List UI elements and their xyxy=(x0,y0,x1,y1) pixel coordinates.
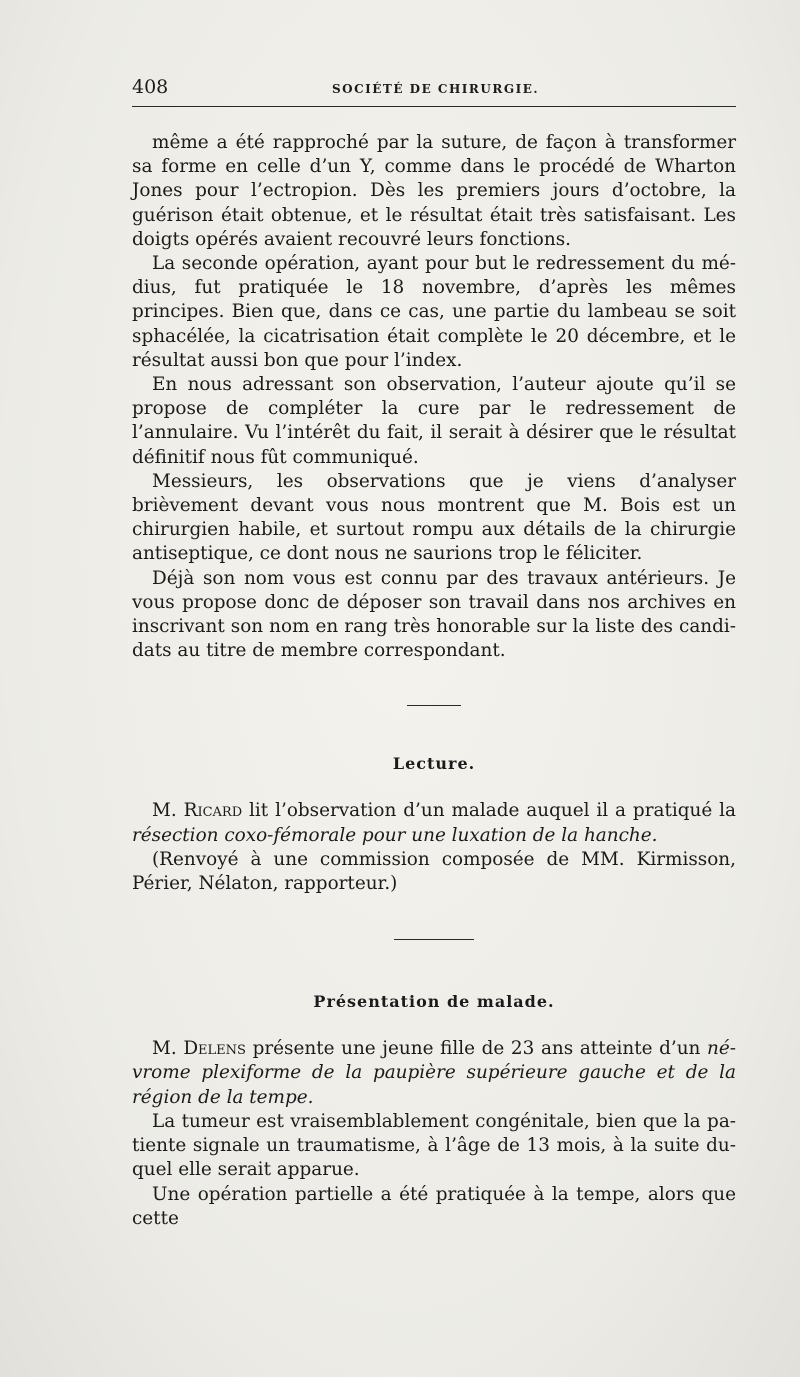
ricard-text: lit l’observation d’un malade auquel il a pratiqué la xyxy=(242,800,736,822)
paragraph-tumeur: La tumeur est vraisemblablement congénitale, bien que la pa-tiente signale un traumatisme, à l’âge de 13 mois, à la suite du-quel elle serait apparue. xyxy=(132,1110,736,1181)
paragraph-messieurs: Messieurs, les observations que je viens d’analyser brièvement devant vous nous montrent que M. Bois est un chirurgien habile, et surtout rompu aux détails de la chirurgie antiseptique, ce dont nous ne saurions trop le féliciter. xyxy=(132,470,736,565)
paragraph-conclusion: Déjà son nom vous est connu par des travaux antérieurs. Je vous propose donc de déposer son travail dans nos archives en inscrivant son nom en rang très honorable sur la liste des candi-dats au titre de membre correspondant. xyxy=(132,567,736,662)
paragraph-ricard xyxy=(132,799,736,847)
section-heading-lecture: Lecture. xyxy=(392,754,476,774)
section-divider xyxy=(407,705,461,706)
section-heading-presentation: Présentation de malade. xyxy=(313,992,555,1012)
paragraph-suture: même a été rapproché par la suture, de façon à transformer sa forme en celle d’un Y, comme dans le procédé de Wharton Jones pour l’ectropion. Dès les premiers jours d’octobre, la guérison était obtenue, et le résultat était très satisfaisant. Les doigts opérés avaient recouvré leurs fonctions. xyxy=(132,132,736,250)
page-number: 408 xyxy=(132,76,169,98)
paragraph-commission: (Renvoyé à une commission composée de MM. Kirmisson, Périer, Nélaton, rapporteur.) xyxy=(132,848,736,895)
ricard-title: résection coxo-fémorale pour une luxation de la hanche. xyxy=(132,824,658,846)
paragraph-observation: En nous adressant son observation, l’auteur ajoute qu’il se propose de compléter la cure par le redressement de l’annulaire. Vu l’intérêt du fait, il serait à désirer que le résultat définitif nous fût communiqué. xyxy=(132,374,736,468)
ricard-prefix: M. xyxy=(152,800,184,822)
paragraph-operation-partielle: Une opération partielle a été pratiquée à la tempe, alors que cette xyxy=(132,1183,736,1229)
author-name-delens: Delens xyxy=(183,1038,246,1060)
running-title: SOCIÉTÉ DE CHIRURGIE. xyxy=(332,82,540,96)
page-header xyxy=(132,76,736,107)
delens-title: né-vrome plexiforme de la paupière supérieure gauche et de la région de la tempe. xyxy=(132,1038,736,1108)
body-text xyxy=(132,131,736,1231)
delens-text: présente une jeune fille de 23 ans atteinte d’un xyxy=(245,1038,708,1060)
delens-prefix: M. xyxy=(152,1038,184,1060)
section-divider xyxy=(394,939,474,940)
paragraph-delens xyxy=(132,1037,736,1110)
author-name-ricard: Ricard xyxy=(183,800,243,822)
paragraph-second-operation: La seconde opération, ayant pour but le redressement du mé-dius, fut pratiquée le 18 novembre, d’après les mêmes principes. Bien que, dans ce cas, une partie du lambeau se soit sphacélée, la cicatrisation était complète le 20 décembre, et le résultat aussi bon que pour l’index. xyxy=(132,253,736,371)
